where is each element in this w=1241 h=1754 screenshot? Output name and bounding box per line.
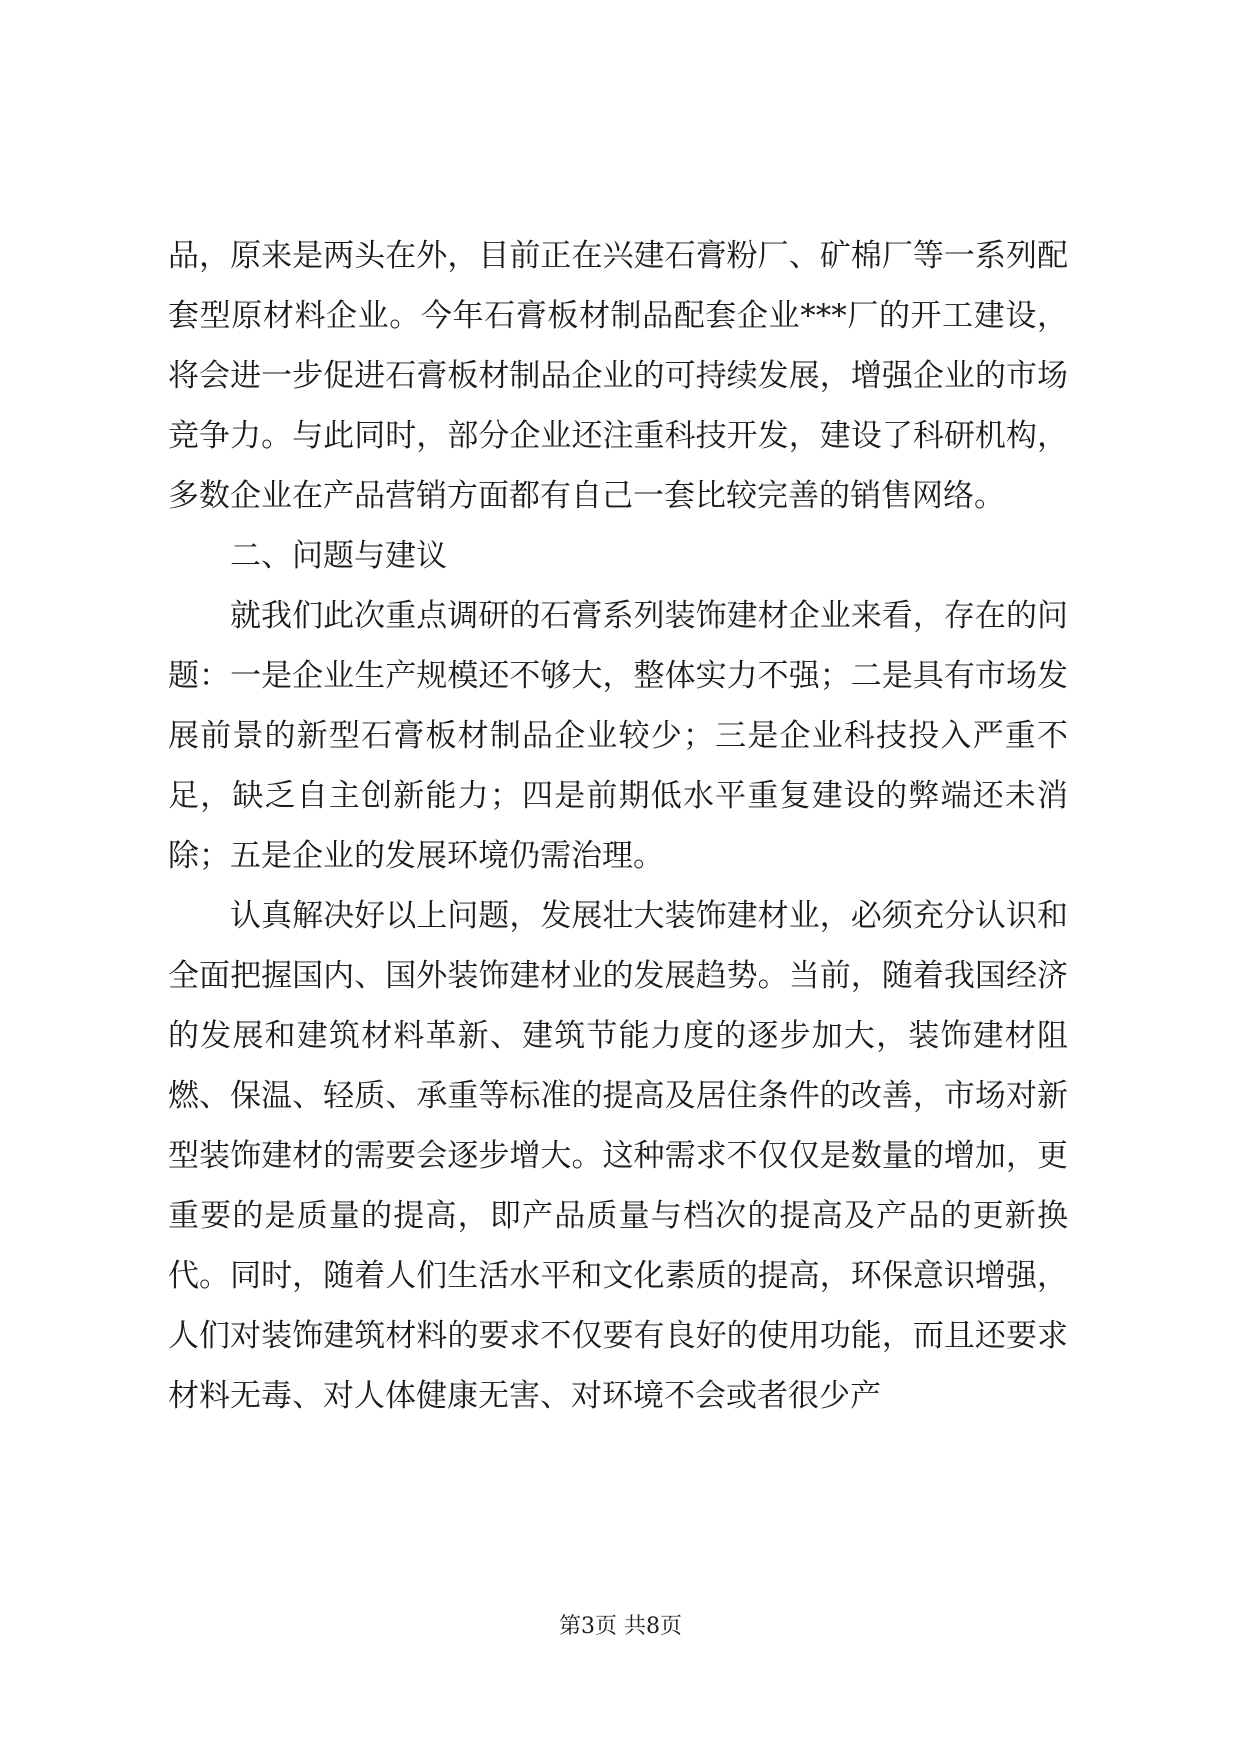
paragraph-problems: 就我们此次重点调研的石膏系列装饰建材企业来看，存在的问题：一是企业生产规模还不够大，整体实力不强；二是具有市场发展前景的新型石膏板材制品企业较少；三是企业科技投入严重不足，缺乏自主创新能力；四是前期低水平重复建设的弊端还未消除；五是企业的发展环境仍需治理。: [168, 598, 1068, 874]
document-body: [168, 226, 1068, 1426]
paragraph-suggestions: 认真解决好以上问题，发展壮大装饰建材业，必须充分认识和全面把握国内、国外装饰建材业的发展趋势。当前，随着我国经济的发展和建筑材料革新、建筑节能力度的逐步加大，装饰建材阻燃、保温、轻质、承重等标准的提高及居住条件的改善，市场对新型装饰建材的需要会逐步增大。这种需求不仅仅是数量的增加，更重要的是质量的提高，即产品质量与档次的提高及产品的更新换代。同时，随着人们生活水平和文化素质的提高，环保意识增强，人们对装饰建筑材料的要求不仅要有良好的使用功能，而且还要求材料无毒、对人体健康无害、对环境不会或者很少产: [168, 898, 1068, 1414]
page-number-footer: 第3页 共8页: [559, 1614, 682, 1639]
paragraph-continuation: 品，原来是两头在外，目前正在兴建石膏粉厂、矿棉厂等一系列配套型原材料企业。今年石膏板材制品配套企业***厂的开工建设，将会进一步促进石膏板材制品企业的可持续发展，增强企业的市场竞争力。与此同时，部分企业还注重科技开发，建设了科研机构，多数企业在产品营销方面都有自己一套比较完善的销售网络。: [168, 238, 1068, 514]
section-heading: 二、问题与建议: [230, 538, 447, 574]
